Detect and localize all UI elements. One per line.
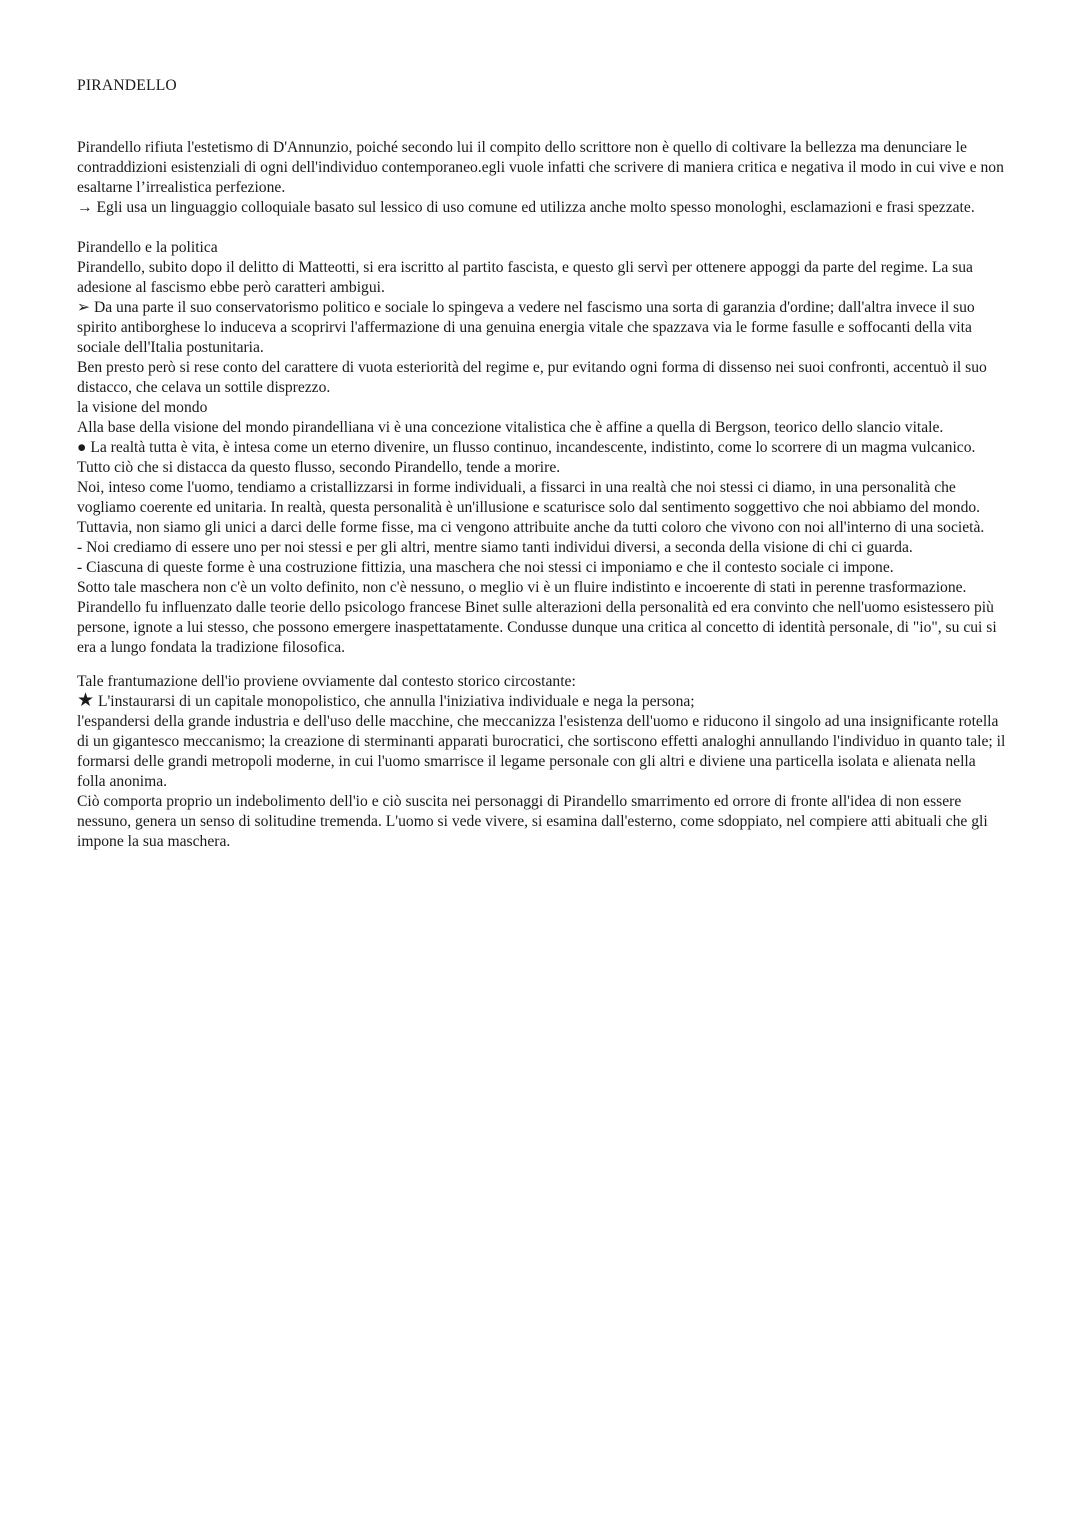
frantumazione-star-text: L'instaurarsi di un capitale monopolistico, che annulla l'iniziativa individuale e nega la persona;: [94, 693, 695, 710]
triangle-arrow-icon: ➢: [77, 299, 91, 316]
intro-paragraph: Pirandello rifiuta l'estetismo di D'Annunzio, poiché secondo lui il compito dello scrittore non è quello di coltivare la bellezza ma denunciare le contraddizioni esistenziali di ogni dell'individuo contemporaneo.egli vuole infatti che scrivere di maniera critica e negativa il modo in cui vive e non esaltarne l’irrealistica perfezione.: [77, 139, 1004, 196]
frantumazione-star-paragraph: [77, 692, 1007, 712]
visione-paragraph-3: Noi, inteso come l'uomo, tendiamo a cristallizzarsi in forme individuali, a fissarci in una realtà che noi stessi ci diamo, in una personalità che vogliamo coerente ed unitaria. In realtà, questa personalità è un'illusione e scaturisce solo dal sentimento soggettivo che noi abbiamo del mondo.: [77, 479, 981, 516]
document-page: [77, 76, 1007, 852]
frantumazione-intro: Tale frantumazione dell'io proviene ovviamente dal contesto storico circostante:: [77, 673, 576, 690]
bullet-dot-icon: ●: [77, 439, 87, 456]
visione-dash-item-2: - Ciascuna di queste forme è una costruzione fittizia, una maschera che noi stessi ci imponiamo e che il contesto sociale ci impone.: [77, 559, 894, 576]
spacer: [77, 658, 1007, 672]
politica-bullet-text: Da una parte il suo conservatorismo politico e sociale lo spingeva a vedere nel fascismo una sorta di garanzia d'ordine; dall'altra invece il suo spirito antiborghese lo induceva a scoprirvi l'affermazione di una genuina energia vitale che spazzava via le forme fasulle e soffocanti della vita sociale dell'Italia postunitaria.: [77, 299, 975, 356]
politica-paragraph-1: Pirandello, subito dopo il delitto di Matteotti, si era iscritto al partito fascista, e questo gli servì per ottenere appoggi da parte del regime. La sua adesione al fascismo ebbe però caratteri ambigui.: [77, 259, 973, 296]
spacer: [77, 218, 1007, 238]
section-heading-politica: Pirandello e la politica: [77, 239, 218, 256]
politica-paragraph-3: Ben presto però si rese conto del carattere di vuota esteriorità del regime e, pur evitando ogni forma di dissenso nei suoi confronti, accentuò il suo distacco, che celava un sottile disprezzo.: [77, 359, 987, 396]
frantumazione-paragraph-4: Ciò comporta proprio un indebolimento dell'io e ciò suscita nei personaggi di Pirandello smarrimento ed orrore di fronte all'idea di non essere nessuno, genera un senso di solitudine tremenda. L'uomo si vede vivere, si esamina dall'esterno, come sdoppiato, nel compiere atti abituali che gli impone la sua maschera.: [77, 793, 988, 850]
visione-dash-item-1: - Noi crediamo di essere uno per noi stessi e per gli altri, mentre siamo tanti individui diversi, a seconda della visione di chi ci guarda.: [77, 539, 913, 556]
politica-bullet-paragraph: [77, 298, 1007, 358]
section-heading-visione: la visione del mondo: [77, 399, 208, 416]
star-icon: ★: [77, 690, 95, 711]
frantumazione-paragraph-3: l'espandersi della grande industria e dell'uso delle macchine, che meccanizza l'esistenza dell'uomo e riducono il singolo ad una insignificante rotella di un gigantesco meccanismo; la creazione di sterminanti apparati burocratici, che sortiscono effetti analoghi annullando l'individuo in quanto tale; il formarsi delle grandi metropoli moderne, in cui l'uomo smarrisce il legame personale con gli altri e diviene una particella isolata e alienata nella folla anonima.: [77, 713, 1006, 790]
document-title: PIRANDELLO: [77, 77, 177, 94]
arrow-right-icon: →: [77, 199, 93, 216]
visione-bullet-paragraph: [77, 438, 1007, 478]
intro-arrow-paragraph: [77, 198, 1007, 218]
visione-paragraph-4: Tuttavia, non siamo gli unici a darci delle forme fisse, ma ci vengono attribuite anche da tutti coloro che vivono con noi all'interno di una società.: [77, 519, 985, 536]
visione-paragraph-7: Sotto tale maschera non c'è un volto definito, non c'è nessuno, o meglio vi è un fluire indistinto e incoerente di stati in perenne trasformazione. Pirandello fu influenzato dalle teorie dello psicologo francese Binet sulle alterazioni della personalità ed era convinto che nell'uomo esistessero più persone, ignote a lui stesso, che possono emergere inaspettatamente. Condusse dunque una critica al concetto di identità personale, di "io", su cui si era a lungo fondata la tradizione filosofica.: [77, 579, 997, 656]
intro-arrow-text: Egli usa un linguaggio colloquiale basato sul lessico di uso comune ed utilizza anche molto spesso monologhi, esclamazioni e frasi spezzate.: [92, 199, 975, 216]
visione-bullet-text: La realtà tutta è vita, è intesa come un eterno divenire, un flusso continuo, incandescente, indistinto, come lo scorrere di un magma vulcanico. Tutto ciò che si distacca da questo flusso, secondo Pirandello, tende a morire.: [77, 439, 976, 476]
visione-paragraph-1: Alla base della visione del mondo pirandelliana vi è una concezione vitalistica che è affine a quella di Bergson, teorico dello slancio vitale.: [77, 419, 944, 436]
